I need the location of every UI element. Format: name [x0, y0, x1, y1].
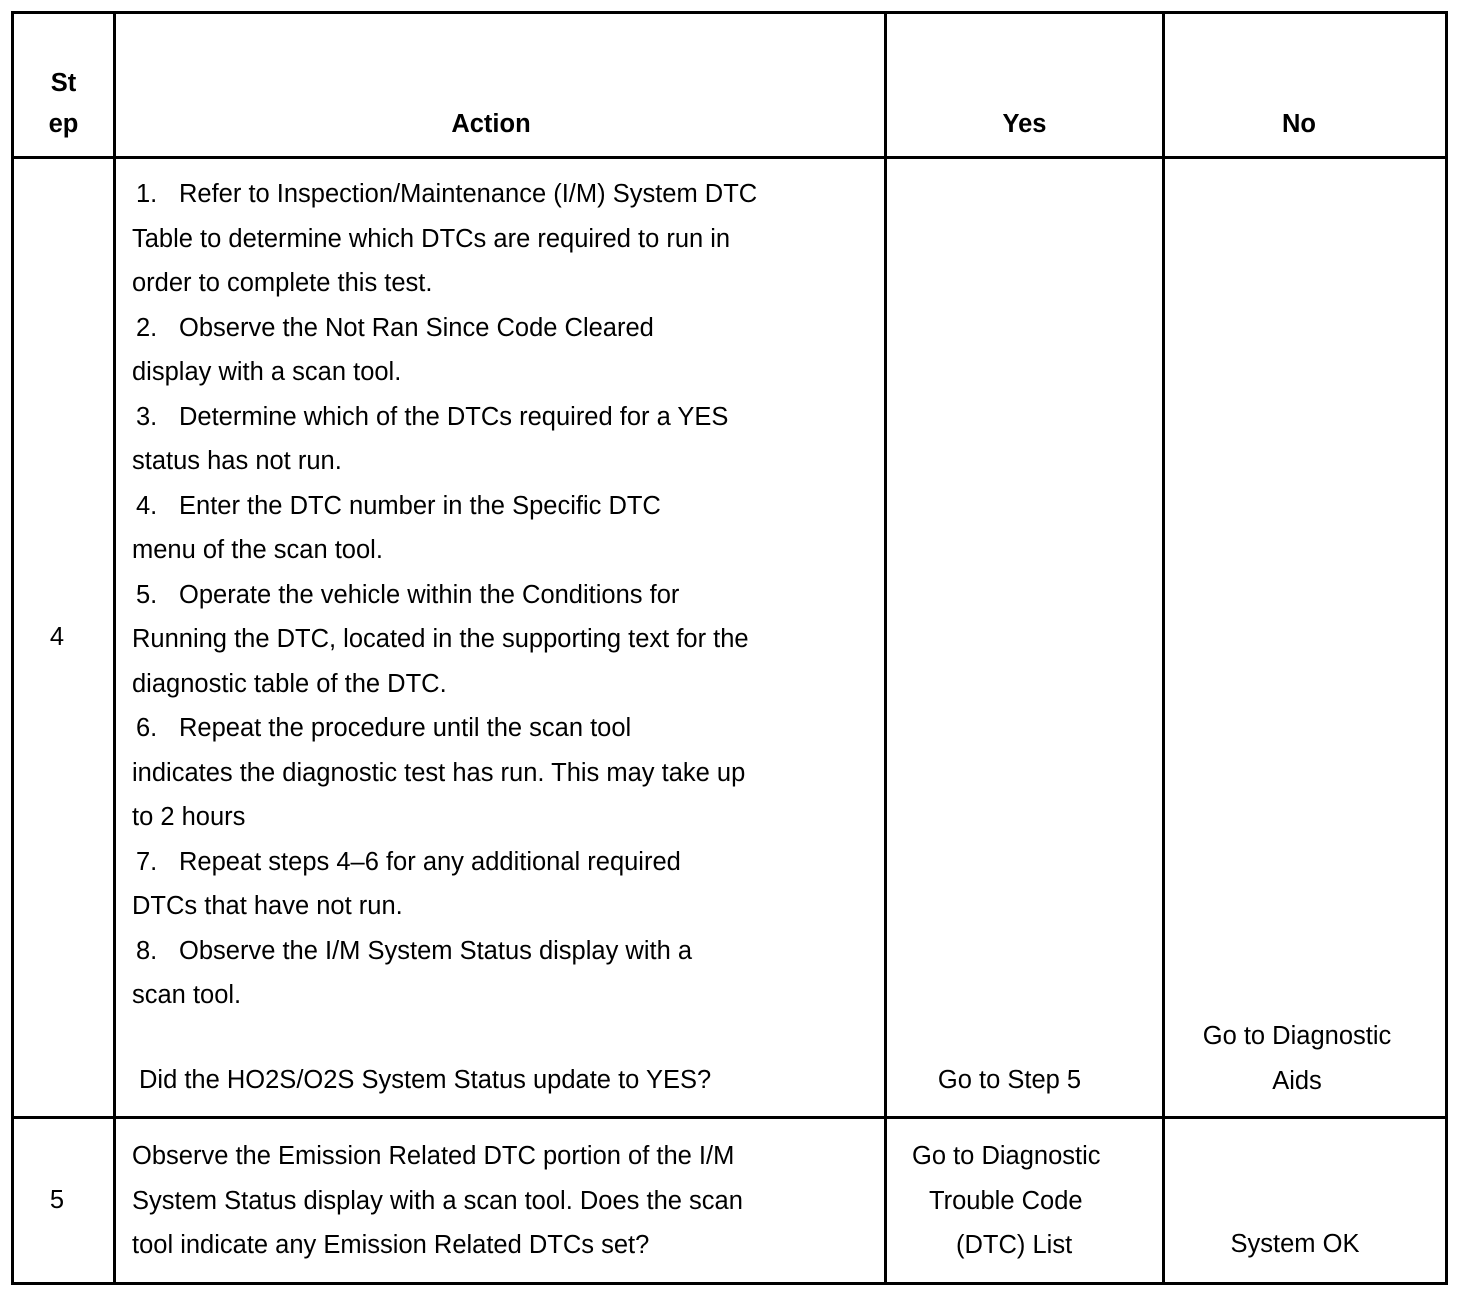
action-item-continuation: order to complete this test. [132, 269, 433, 297]
action-item-continuation: indicates the diagnostic test has run. This may take up [132, 758, 746, 787]
action-item-continuation: DTCs that have not run. [132, 892, 403, 920]
table-border-top [11, 11, 1448, 14]
action-item-number: 5. [136, 580, 158, 609]
action-item [132, 706, 631, 751]
action-item-continuation: display with a scan tool. [132, 358, 402, 386]
action-item-number: 2. [136, 313, 158, 342]
action-item-continuation: menu of the scan tool. [132, 536, 383, 564]
action-line: Observe the Emission Related DTC portion of the I/M [132, 1142, 735, 1170]
header-yes: Yes [1002, 110, 1047, 138]
column-divider-step [113, 11, 116, 1285]
table-border-bottom [11, 1282, 1448, 1285]
action-item-text: Determine which of the DTCs required for a YES [179, 402, 729, 431]
action-item-text: Enter the DTC number in the Specific DTC [179, 491, 661, 520]
action-item-number: 1. [136, 180, 158, 208]
no-result [1165, 1014, 1429, 1103]
action-item-text: Observe the Not Ran Since Code Cleared [179, 313, 654, 342]
action-item-continuation: Table to determine which DTCs are required to run in [132, 224, 731, 253]
header-step [14, 61, 113, 146]
yes-result: Go to Step 5 [937, 1066, 1082, 1094]
action-item-number: 3. [136, 402, 158, 431]
action-item-continuation: to 2 hours [132, 803, 246, 831]
action-item-text: Repeat steps 4–6 for any additional required [179, 847, 681, 876]
action-item [132, 573, 679, 618]
yes-result-line: (DTC) List [956, 1231, 1073, 1259]
yes-result-line: Go to Diagnostic [912, 1142, 1101, 1170]
yes-result-line: Trouble Code [929, 1186, 1083, 1215]
action-item-text: Repeat the procedure until the scan tool [179, 714, 632, 742]
action-line: tool indicate any Emission Related DTCs set? [132, 1231, 650, 1259]
header-no: No [1282, 110, 1316, 138]
action-item-continuation: diagnostic table of the DTC. [132, 669, 447, 698]
action-item-continuation: scan tool. [132, 981, 242, 1009]
action-item [132, 929, 692, 974]
step-number: 4 [49, 623, 65, 651]
action-item [132, 172, 757, 217]
header-step-line1: St [50, 69, 77, 97]
no-result: System OK [1230, 1230, 1360, 1258]
action-item-text: Observe the I/M System Status display with a [179, 936, 693, 965]
action-line: System Status display with a scan tool. Does the scan [132, 1186, 743, 1215]
action-item [132, 484, 661, 529]
step-number: 5 [49, 1186, 65, 1214]
action-item-number: 4. [136, 491, 158, 520]
action-item-continuation: Running the DTC, located in the supporting text for the [132, 625, 749, 653]
action-item-number: 7. [136, 847, 158, 876]
table-border-right [1445, 11, 1448, 1285]
action-item-number: 8. [136, 936, 158, 965]
action-item-text: Operate the vehicle within the Conditions for [179, 580, 680, 609]
action-item-text: Refer to Inspection/Maintenance (I/M) System DTC [179, 180, 758, 208]
action-cell [132, 1134, 743, 1268]
action-item [132, 395, 728, 440]
header-divider [11, 156, 1448, 159]
action-item [132, 306, 654, 351]
step-question: Did the HO2S/O2S System Status update to YES? [139, 1066, 712, 1094]
no-result-line: Aids [1272, 1066, 1322, 1095]
yes-result [887, 1134, 1162, 1268]
action-item [132, 840, 681, 885]
row-divider [11, 1116, 1448, 1119]
action-item-continuation: status has not run. [132, 447, 342, 475]
action-item-number: 6. [136, 714, 158, 742]
diagnostic-table [11, 11, 1448, 1285]
header-action: Action [451, 110, 531, 138]
header-step-line2: ep [48, 109, 79, 138]
no-result-line: Go to Diagnostic [1202, 1022, 1392, 1050]
